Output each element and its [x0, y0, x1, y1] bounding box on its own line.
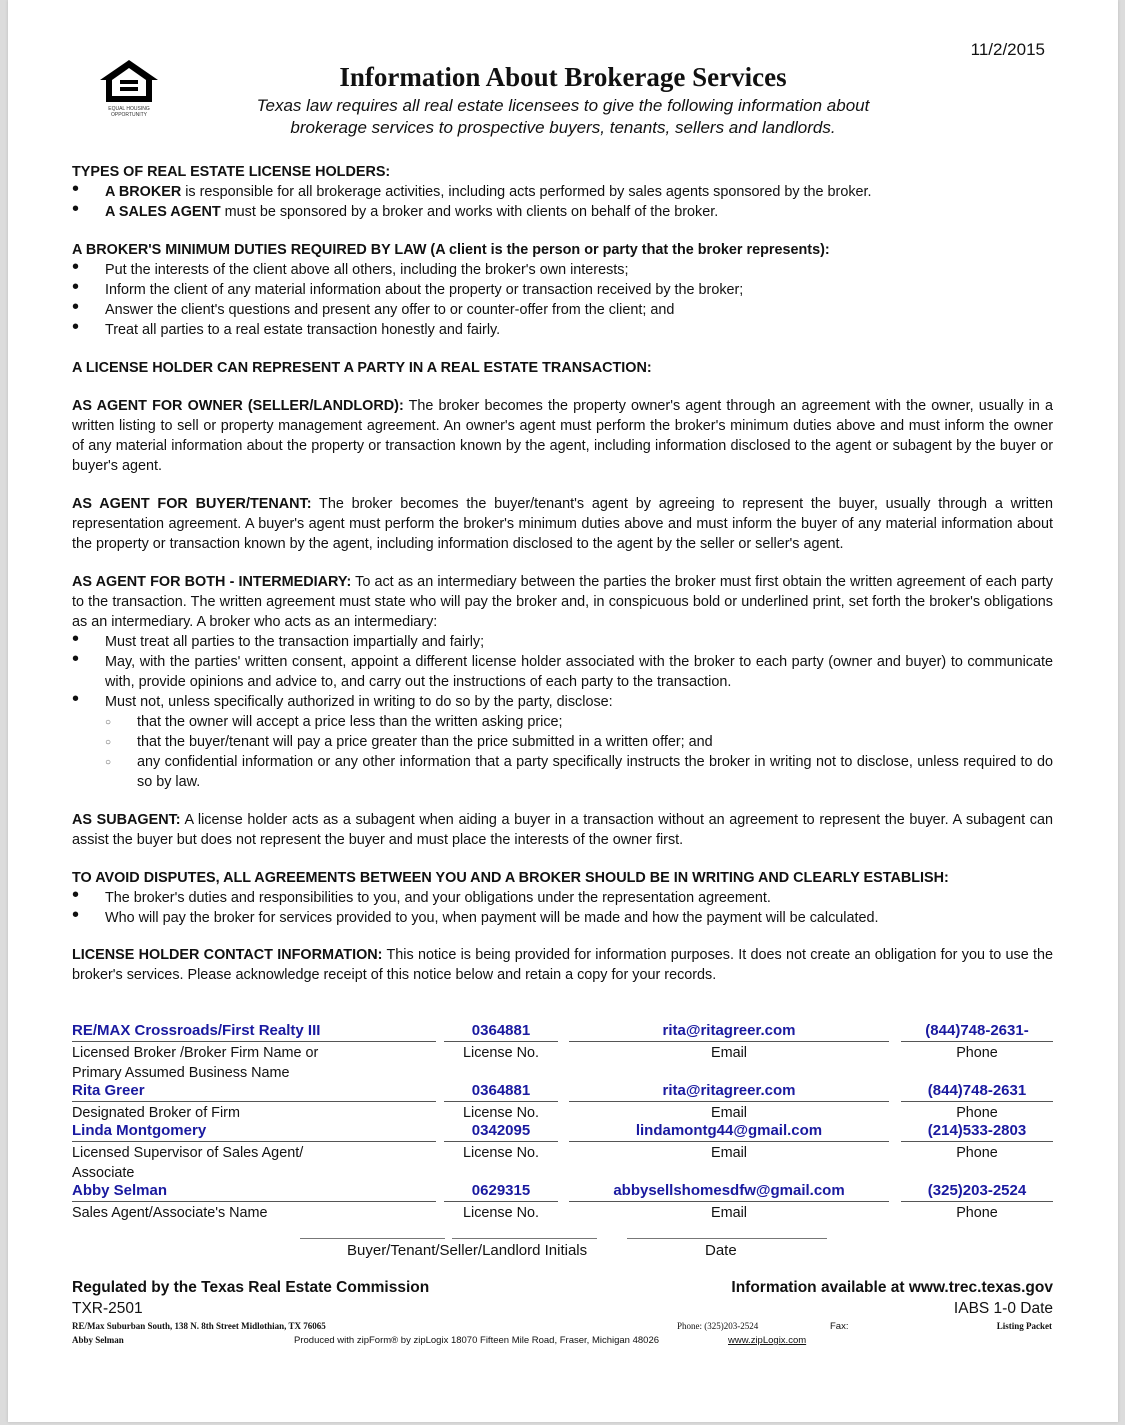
- section-heading: AS AGENT FOR BUYER/TENANT:: [72, 496, 312, 512]
- footer-info: Information available at www.trec.texas.gov: [731, 1279, 1053, 1296]
- broker-firm-name-field[interactable]: RE/MAX Crossroads/First Realty III: [72, 1022, 436, 1042]
- document-page: [8, 0, 1118, 1422]
- contact-row-designated-broker: Rita Greer Designated Broker of Firm 0364881 License No. rita@ritagreer.com Email (844)748-2631 Phone: [72, 1082, 1053, 1122]
- sub-list-item: ○ any confidential information or any other information that a party specifically instructs the broker in writing not to disclose, unless required to do so by law.: [105, 752, 1053, 792]
- list-item: • May, with the parties' written consent, appoint a different license holder associated with the broker to each party (owner and buyer) to communicate with, provide opinions and advice to, and carry out the instructions of each party to the transaction.: [72, 652, 1053, 692]
- list-item: • A SALES AGENT must be sponsored by a broker and works with clients on behalf of the broker.: [72, 202, 1053, 222]
- logo-caption-1: EQUAL HOUSING: [108, 106, 150, 112]
- email-field[interactable]: rita@ritagreer.com: [569, 1022, 889, 1042]
- agent-name: Abby Selman: [72, 1335, 124, 1345]
- list-item: • Must treat all parties to the transaction impartially and fairly;: [72, 632, 1053, 652]
- page-title: Information About Brokerage Services: [339, 62, 787, 92]
- license-field[interactable]: 0364881: [444, 1022, 558, 1042]
- designated-broker-name-field[interactable]: Rita Greer: [72, 1082, 436, 1102]
- produced-by: Produced with zipForm® by zipLogix 18070 Fifteen Mile Road, Fraser, Michigan 48026: [294, 1335, 660, 1346]
- section-heading: A BROKER'S MINIMUM DUTIES REQUIRED BY LAW (A client is the person or party that the broker represents):: [72, 242, 830, 258]
- sub-list-item: ○ that the owner will accept a price less than the written asking price;: [105, 712, 1053, 732]
- license-field[interactable]: 0629315: [444, 1182, 558, 1202]
- section-text: The broker becomes the property owner's agent through an agreement with the owner, usually in a written listing to sell or property management agreement. An owner's agent must perform the broker's minimum duties above and must inform the owner of any material information about the property or transaction known by the agent, including information disclosed to the agent or subagent by the buyer or buyer's agent.: [72, 398, 1054, 474]
- section-duties: [72, 240, 1053, 340]
- office-fax: Fax:: [830, 1321, 849, 1332]
- document-body: [72, 162, 1053, 985]
- email-field[interactable]: rita@ritagreer.com: [569, 1082, 889, 1102]
- section-disputes: [72, 868, 1053, 928]
- section-heading: AS AGENT FOR BOTH - INTERMEDIARY:: [72, 574, 352, 590]
- section-heading: AS AGENT FOR OWNER (SELLER/LANDLORD):: [72, 398, 404, 414]
- section-subagent: [72, 810, 1053, 850]
- section-heading: TO AVOID DISPUTES, ALL AGREEMENTS BETWEEN YOU AND A BROKER SHOULD BE IN WRITING AND CLEARLY ESTABLISH:: [72, 870, 949, 886]
- ziplogix-link[interactable]: www.zipLogix.com: [728, 1335, 807, 1346]
- section-heading: LICENSE HOLDER CONTACT INFORMATION:: [72, 947, 383, 963]
- list-item: • Put the interests of the client above all others, including the broker's own interests;: [72, 260, 1053, 280]
- date-label: Date: [705, 1242, 737, 1259]
- section-text: A license holder acts as a subagent when aiding a buyer in a transaction without an agreement to represent the buyer. A subagent can assist the buyer but does not represent the buyer and must place the interests of the owner first.: [72, 812, 1054, 848]
- section-text: The broker becomes the buyer/tenant's agent by agreeing to represent the buyer, usually through a written representation agreement. A buyer's agent must perform the broker's minimum duties above and must inform the buyer of any material information about the property or transaction known by the agent, including information disclosed to the agent by the seller or seller's agent.: [72, 496, 1054, 552]
- packet-name: Listing Packet: [996, 1321, 1052, 1331]
- section-owner-agent: [72, 396, 1053, 476]
- license-field[interactable]: 0364881: [444, 1082, 558, 1102]
- contact-row-broker-firm: RE/MAX Crossroads/First Realty III Licensed Broker /Broker Firm Name or Primary Assumed Business Name 0364881 License No. rita@ritagreer.com Email (844)748-2631- Phone: [72, 1022, 1053, 1082]
- form-version: IABS 1-0 Date: [953, 1300, 1053, 1317]
- logo-caption-2: OPPORTUNITY: [110, 112, 148, 118]
- initials-field-2[interactable]: [452, 1238, 597, 1239]
- email-field[interactable]: lindamontg44@gmail.com: [569, 1122, 889, 1142]
- phone-field[interactable]: (844)748-2631-: [901, 1022, 1053, 1042]
- list-item: • Treat all parties to a real estate transaction honestly and fairly.: [72, 320, 1053, 340]
- list-item: • Who will pay the broker for services provided to you, when payment will be made and how the payment will be calculated.: [72, 908, 1053, 928]
- section-represent: [72, 358, 1053, 378]
- section-text: This notice is being provided for information purposes. It does not create an obligation for you to use the broker's services. Please acknowledge receipt of this notice below and retain a copy for your records.: [72, 947, 1053, 983]
- contact-row-supervisor: Linda Montgomery Licensed Supervisor of Sales Agent/ Associate 0342095 License No. lindamontg44@gmail.com Email (214)533-2803 Phone: [72, 1122, 1053, 1182]
- section-text: To act as an intermediary between the parties the broker must first obtain the written agreement of each party to the transaction. The written agreement must state who will pay the broker and, in conspicuous bold or underlined print, set forth the broker's obligations as an intermediary. A broker who acts as an intermediary:: [72, 574, 1053, 630]
- section-heading: TYPES OF REAL ESTATE LICENSE HOLDERS:: [72, 164, 391, 180]
- contacts-table: [72, 1022, 1053, 1222]
- list-item: • Inform the client of any material information about the property or transaction received by the broker;: [72, 280, 1053, 300]
- phone-field[interactable]: (325)203-2524: [901, 1182, 1053, 1202]
- subtitle-line-2: brokerage services to prospective buyers, tenants, sellers and landlords.: [290, 118, 836, 137]
- initials-label: Buyer/Tenant/Seller/Landlord Initials: [347, 1242, 588, 1259]
- list-item: • The broker's duties and responsibilities to you, and your obligations under the representation agreement.: [72, 888, 1053, 908]
- section-heading: A LICENSE HOLDER CAN REPRESENT A PARTY IN A REAL ESTATE TRANSACTION:: [72, 360, 652, 376]
- initials-field-1[interactable]: [300, 1238, 445, 1239]
- section-buyer-agent: [72, 494, 1053, 554]
- phone-field[interactable]: (214)533-2803: [901, 1122, 1053, 1142]
- email-field[interactable]: abbysellshomesdfw@gmail.com: [569, 1182, 889, 1202]
- list-item: • Answer the client's questions and present any offer to or counter-offer from the client; and: [72, 300, 1053, 320]
- supervisor-name-field[interactable]: Linda Montgomery: [72, 1122, 436, 1142]
- section-heading: AS SUBAGENT:: [72, 812, 181, 828]
- document-date: 11/2/2015: [970, 40, 1045, 59]
- office-address: RE/Max Suburban South, 138 N. 8th Street Midlothian, TX 76065: [72, 1321, 326, 1331]
- section-intermediary: [72, 572, 1053, 792]
- page-subtitle: [8, 95, 1118, 139]
- office-phone: Phone: (325)203-2524: [677, 1321, 759, 1331]
- section-types: [72, 162, 1053, 222]
- phone-field[interactable]: (844)748-2631: [901, 1082, 1053, 1102]
- sub-list-item: ○ that the buyer/tenant will pay a price greater than the price submitted in a written offer; and: [105, 732, 1053, 752]
- list-item: • A BROKER is responsible for all brokerage activities, including acts performed by sales agents sponsored by the broker.: [72, 182, 1053, 202]
- footer-regulated: Regulated by the Texas Real Estate Commission: [72, 1279, 430, 1296]
- section-contact-info: [72, 945, 1053, 985]
- list-item: • Must not, unless specifically authorized in writing to do so by the party, disclose:: [72, 692, 1053, 712]
- license-field[interactable]: 0342095: [444, 1122, 558, 1142]
- subtitle-line-1: Texas law requires all real estate licensees to give the following information about: [256, 96, 870, 115]
- form-id: TXR-2501: [72, 1300, 143, 1317]
- sales-agent-name-field[interactable]: Abby Selman: [72, 1182, 436, 1202]
- contact-row-sales-agent: Abby Selman Sales Agent/Associate's Name 0629315 License No. abbysellshomesdfw@gmail.com Email (325)203-2524 Phone: [72, 1182, 1053, 1222]
- date-field[interactable]: [627, 1238, 827, 1239]
